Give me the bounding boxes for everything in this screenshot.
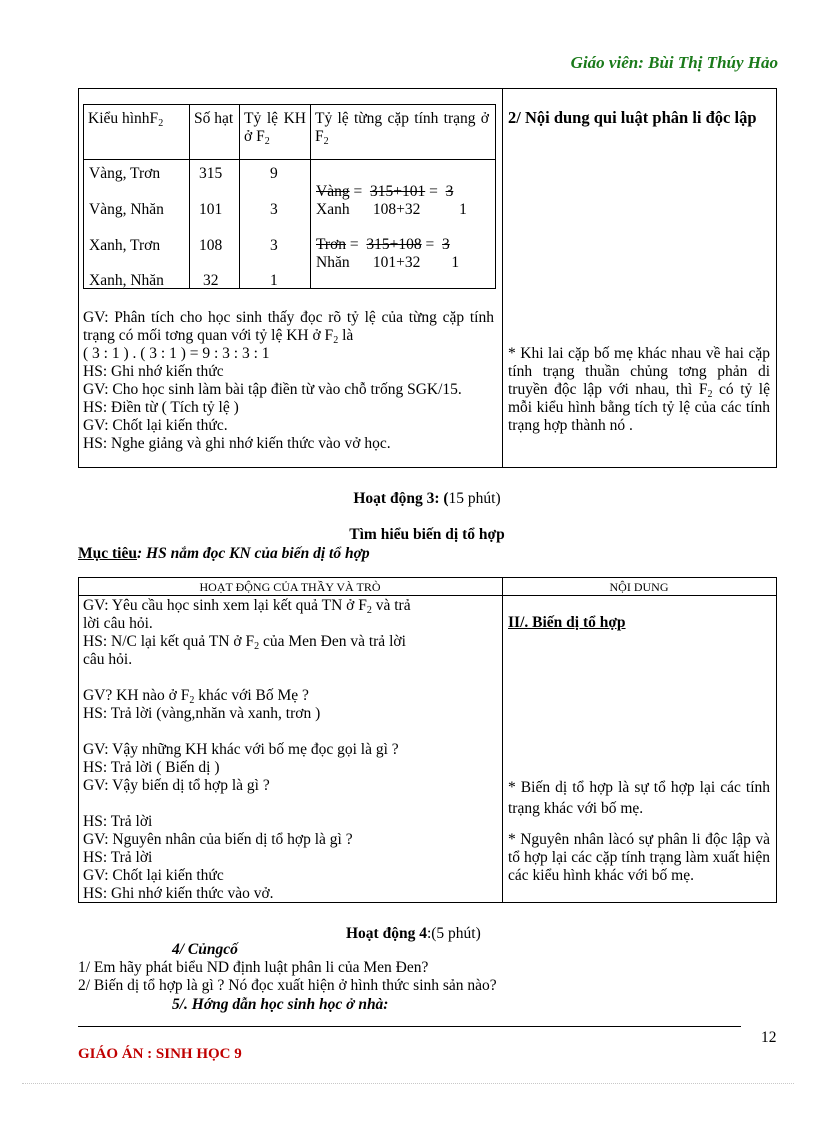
- activity4-heading: Hoạt động 4:(5 phút): [346, 925, 481, 942]
- table-row: Vàng, Trơn: [89, 165, 161, 182]
- footer-rule: [78, 1026, 741, 1027]
- activity-text: GV: Phân tích cho học sinh thấy đọc rõ tỷ lệ của từng cặp tính trạng có mối tơng quan với tỷ lệ KH ở $F_2$ là ( 3 : 1 ) . ( 3 : 1 ) = 9 : 3 : 3 : 1 HS: Ghi nhớ kiến thức GV: Cho học sinh làm bài tập điền từ vào chỗ trống SGK/15. HS: Điền từ ( Tích tỷ lệ ) GV: Chốt lại kiến thức. HS: Nghe giảng và ghi nhớ kiến thức vào vở học.: [83, 309, 494, 452]
- table-row: Vàng, Nhăn: [89, 201, 164, 218]
- ratio-header-seeds: Số hạt: [194, 110, 234, 127]
- section1-divider: [502, 88, 503, 467]
- table-row: Xanh, Trơn: [89, 237, 161, 254]
- content-cause: * Nguyên nhân làcó sự phân li độc lập và tổ hợp lại các cặp tính trạng làm xuất hiện các kiểu hình khác với bố mẹ.: [508, 831, 770, 884]
- activity3-title: Tìm hiểu biến dị tổ hợp: [349, 526, 505, 543]
- objective: Mục tiêu: HS nắm đọc KN của biến dị tổ hợp: [78, 545, 370, 562]
- consolidation-title: 4/ Củngcố: [172, 941, 238, 958]
- activity3-heading: Hoạt động 3: (15 phút): [353, 490, 501, 507]
- ratio-header-pair: Tỷ lệ từng cặp tính trạng ở $F_2$: [315, 110, 489, 147]
- pair-ratio-yellow-green: Vàng = 315+101 = 3: [316, 183, 454, 200]
- teacher-name: Giáo viên: Bùi Thị Thúy Hảo: [570, 53, 778, 72]
- content-title: 2/ Nội dung qui luật phân li độc lập: [508, 108, 757, 127]
- question-1: 1/ Em hãy phát biểu ND định luật phân li của Men Đen?: [78, 959, 429, 976]
- question-2: 2/ Biến dị tổ hợp là gì ? Nó đọc xuất hiện ở hình thức sinh sản nào?: [78, 977, 497, 994]
- content-title-2: II/. Biến dị tổ hợp: [508, 614, 626, 631]
- table-row: Xanh, Nhăn: [89, 272, 164, 289]
- footer-subject: GIÁO ÁN : SINH HỌC 9: [78, 1046, 242, 1062]
- activity3-left-text: GV: Yêu cầu học sinh xem lại kết quả TN ở $F_2$ và trả lời câu hỏi. HS: N/C lại kết quả TN ở $F_2$ của Men Đen và trả lời câu hỏi. GV? KH nào ở $F_2$ khác với Bố Mẹ ? HS: Trả lời (vàng,nhăn và xanh, trơn ) GV: Vậy những KH khác với bố mẹ đọc gọi là gì ? HS: Trả lời ( Biến dị ) GV: Vậy biến dị tổ hợp là gì ? HS: Trả lời GV: Nguyên nhân của biến dị tổ hợp là gì ? HS: Trả lời GV: Chốt lại kiến thức HS: Ghi nhớ kiến thức vào vở.: [83, 597, 411, 902]
- content-definition: * Biến dị tổ hợp là sự tổ hợp lại các tính trạng khác với bố mẹ.: [508, 779, 770, 817]
- column-header-content: NỘI DUNG: [609, 580, 669, 594]
- column-header-activities: HOẠT ĐỘNG CỦA THẦY VÀ TRÒ: [199, 580, 381, 594]
- pair-ratio-smooth-wrinkled: Trơn = 315+108 = 3: [316, 236, 450, 253]
- content-body: * Khi lai cặp bố mẹ khác nhau về hai cặp tính trạng thuần chủng tơng phản di truyền độc lập với nhau, thì $F_2$ có tỷ lệ mỗi kiểu hình bằng tích tỷ lệ của các tính trạng hợp thành nó .: [508, 345, 770, 434]
- page-bottom-dotted-rule: [22, 1083, 794, 1084]
- ratio-header-phenotype: Kiểu hìnhF$_2$: [88, 110, 164, 129]
- homework-title: 5/. Hớng dẫn học sinh học ở nhà:: [172, 996, 389, 1013]
- ratio-header-kh: Tỷ lệ KH ở $F_2$: [244, 110, 306, 147]
- page-number: 12: [761, 1029, 777, 1046]
